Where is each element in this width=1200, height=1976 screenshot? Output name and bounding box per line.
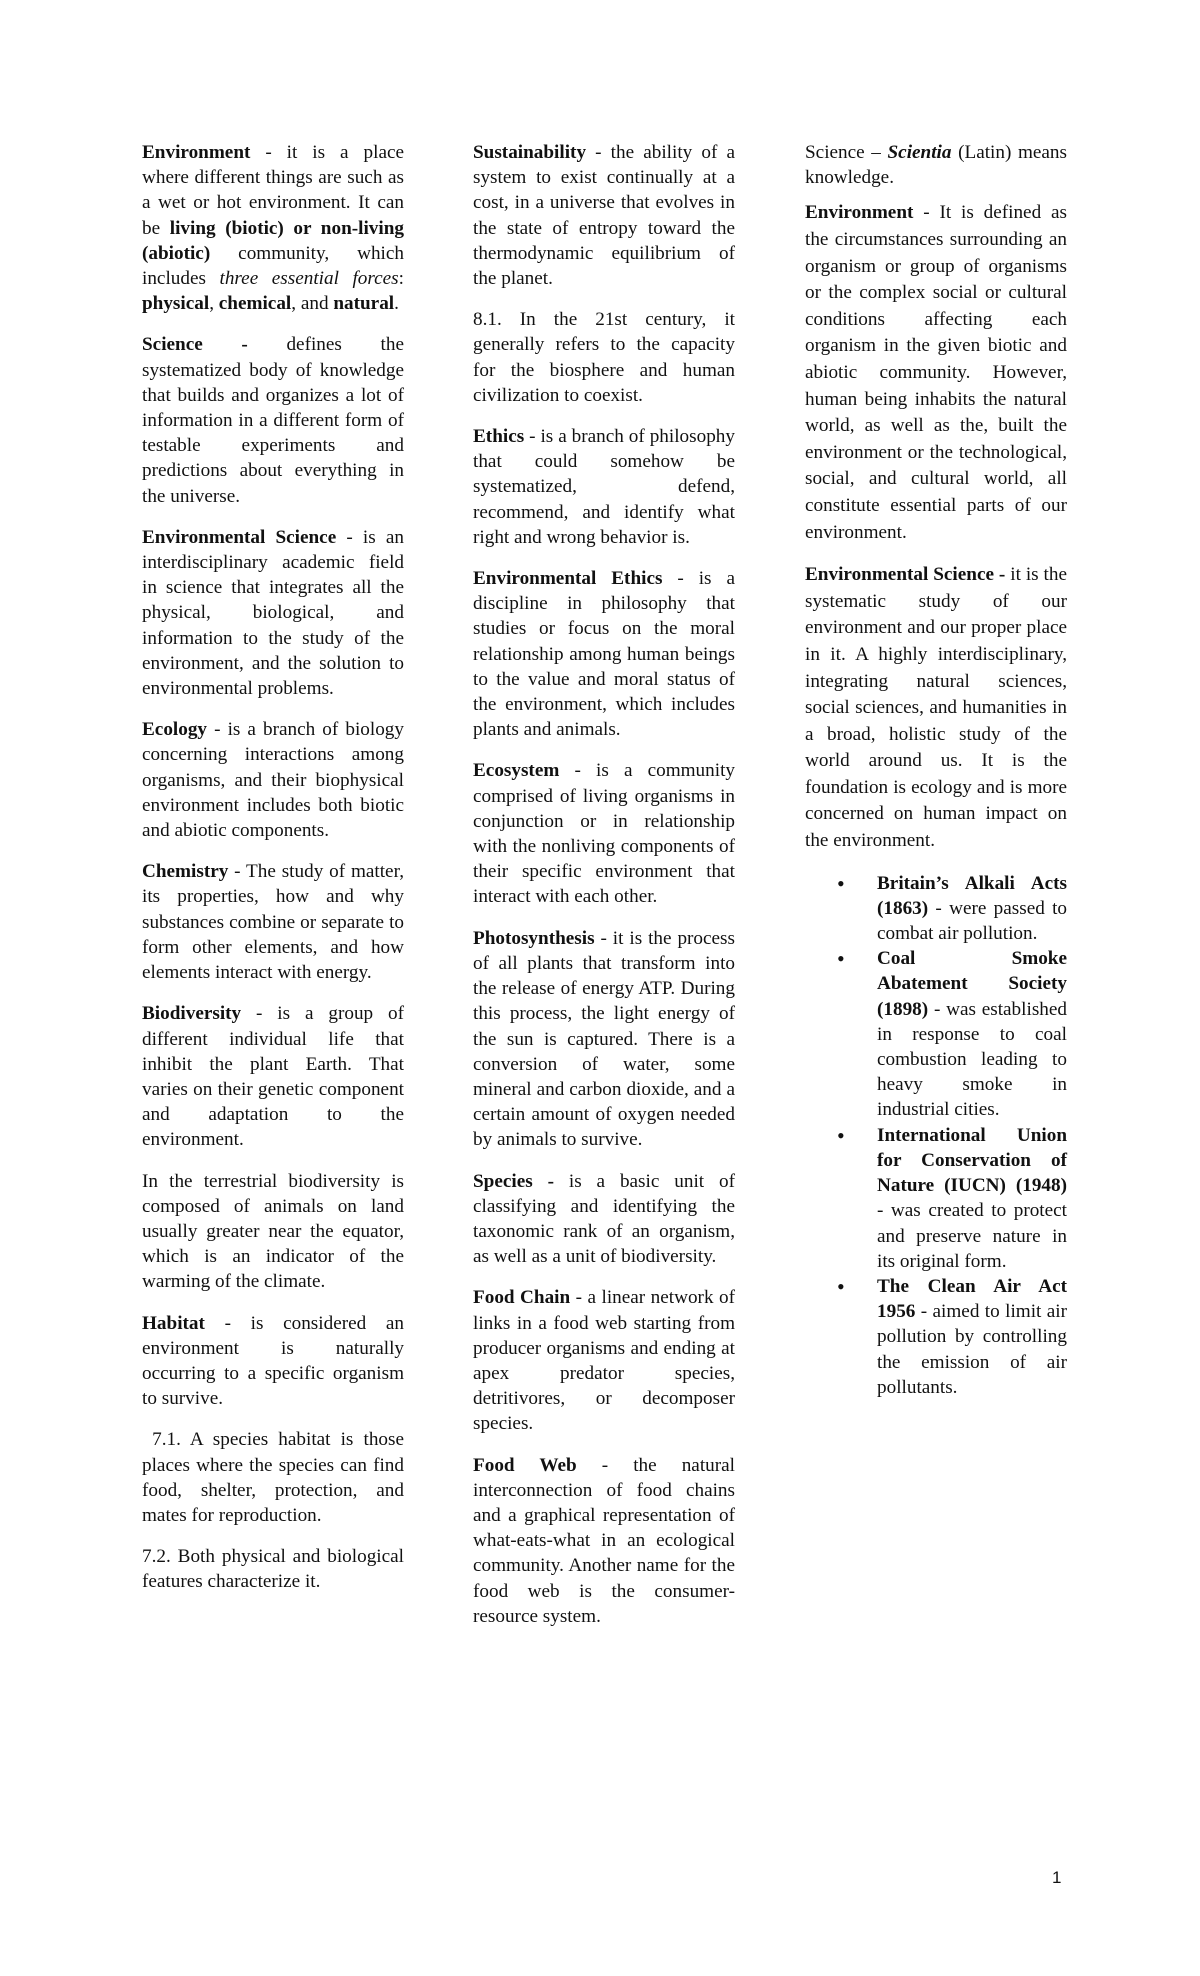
emphasis-bold-italic: Scientia: [887, 142, 952, 163]
definition-text: - is a community comprised of living organisms in conjunction or in relationship with the nonliving components of their specific environment that interact with each other.: [473, 760, 735, 908]
definition-text: - is a group of different individual life that inhibit the plant Earth. That varies on their genetic component and adaptation to the environment.: [142, 1003, 404, 1151]
term: Environmental Science: [142, 526, 337, 548]
term: Ethics: [473, 426, 525, 448]
term: Environment: [142, 142, 251, 163]
emphasis-bold: physical: [142, 293, 210, 315]
definition-biodiversity: [142, 1001, 404, 1152]
definition-environmental-ethics: [473, 566, 735, 742]
definition-ecology: [142, 717, 404, 843]
term: Sustainability: [473, 142, 587, 163]
definition-text: - was created to protect and preserve nature in its original form.: [877, 1200, 1067, 1272]
definition-text: ,: [209, 293, 219, 315]
term: Species -: [473, 1170, 554, 1192]
term: Britain’s Alkali Acts (1863): [877, 872, 1067, 919]
definition-photosynthesis: [473, 926, 735, 1153]
definition-text: - it is the process of all plants that transform into the release of energy ATP. During this process, the light energy of the sun is captured. There is a conversion of water, some mineral and carbon dioxide, and a certain amount of oxygen needed by animals to survive.: [473, 927, 735, 1151]
term: Environmental Ethics: [473, 568, 663, 590]
paragraph-habitat-7-2: 7.2. Both physical and biological features characterize it.: [142, 1546, 404, 1593]
definition-ethics: [473, 424, 735, 550]
term: The Clean Air Act 1956: [877, 1275, 1067, 1323]
paragraph-science-latin: [805, 140, 1067, 190]
list-item: [877, 1274, 1067, 1400]
term: Habitat: [142, 1312, 205, 1334]
definition-text: - It is defined as the circumstances surrounding an organism or group of organisms or the complex social or cultural conditions affecting each organism in the given biotic and abiotic community. However, human being inhabits the natural world, as well as the, built the environment or the technological, social, and cultural world, all constitute essential parts of our environment.: [805, 202, 1067, 543]
definition-text: (Latin) means knowledge.: [805, 142, 1067, 189]
term: Food Chain: [473, 1287, 571, 1309]
paragraph-habitat-7-1: 7.1. A species habitat is those places where the species can find food, shelter, protection, and mates for reproduction.: [142, 1429, 409, 1526]
term: Environment: [805, 202, 914, 224]
list-item: [877, 1123, 1067, 1274]
emphasis-bold: natural: [333, 293, 395, 315]
definition-text: - the ability of a system to exist continually at a cost, in a universe that evolves in the state of entropy toward the thermodynamic equilibrium of the planet.: [473, 142, 735, 290]
definition-chemistry: [142, 859, 404, 985]
definition-sustainability: [473, 140, 735, 291]
term: Biodiversity: [142, 1003, 242, 1025]
term: Coal Smoke Abatement Society (1898): [877, 948, 1067, 1020]
emphasis-bold: chemical: [218, 293, 292, 315]
term: Science -: [142, 334, 248, 356]
emphasis-bold: living (biotic) or non-living (abiotic): [142, 217, 404, 264]
definition-environmental-science: [805, 562, 1067, 855]
paragraph-sustainability-8-1: 8.1. In the 21st century, it generally refers to the capacity for the biosphere and human civilization to coexist.: [473, 309, 735, 406]
term: Chemistry: [142, 861, 229, 883]
definition-environmental-science: [142, 525, 404, 701]
page-number: 1: [1052, 1868, 1062, 1887]
definition-species: [473, 1169, 735, 1270]
definition-text: , and: [291, 293, 334, 315]
column-1: [142, 140, 409, 1611]
definition-environment: [805, 200, 1067, 546]
definition-text: - was established in response to coal combustion leading to heavy smoke in industrial cities.: [877, 998, 1067, 1121]
definition-text: :: [398, 268, 404, 290]
definition-habitat: [142, 1311, 404, 1412]
definition-food-chain: [473, 1285, 735, 1436]
definition-text: Science –: [805, 142, 888, 163]
list-item: [877, 871, 1067, 947]
definition-text: - is a discipline in philosophy that studies or focus on the moral relationship among human beings to the value and moral status of the environment, which includes plants and animals.: [473, 568, 735, 741]
definition-text: defines the systematized body of knowledge that builds and organizes a lot of information in a different form of testable experiments and predictions about everything in the universe.: [142, 334, 404, 507]
definition-text: it is the systematic study of our environment and our proper place in it. A highly interdisciplinary, integrating natural sciences, social sciences, and humanities in a broad, holistic study of the world around us. It is the foundation is ecology and is more concerned on human impact on the environment.: [805, 564, 1067, 852]
definition-text: - were passed to combat air pollution.: [877, 897, 1067, 945]
definition-text: community, which includes: [142, 242, 404, 290]
definition-science: [142, 332, 404, 508]
term: Environmental Science -: [805, 564, 1006, 586]
definition-text: - is a branch of biology concerning interactions among organisms, and their biophysical environment includes both biotic and abiotic components.: [142, 719, 404, 842]
definition-text: is a basic unit of classifying and identifying the taxonomic rank of an organism, as well as a unit of biodiversity.: [473, 1170, 735, 1268]
definition-text: .: [394, 293, 399, 315]
definition-text: - a linear network of links in a food web starting from producer organisms and ending at apex predator species, detritivores, or decomposer species.: [473, 1287, 735, 1435]
term: International Union for Conservation of Nature (IUCN) (1948): [877, 1124, 1067, 1197]
definition-text: - aimed to limit air pollution by controlling the emission of air pollutants.: [877, 1301, 1067, 1398]
term: Food Web: [473, 1454, 577, 1476]
definition-text: - it is a place where different things are such as a wet or hot environment. It can be: [142, 142, 404, 239]
definition-text: - the natural interconnection of food chains and a graphical representation of what-eats-what in an ecological community. Another name for the food web is the consumer-resource system.: [473, 1454, 735, 1627]
definition-ecosystem: [473, 758, 735, 909]
term: Ecology: [142, 719, 208, 741]
definition-food-web: [473, 1453, 735, 1629]
column-3: [805, 140, 1067, 1400]
column-2: [473, 140, 735, 1645]
definition-environment: [142, 140, 404, 316]
paragraph-terrestrial-biodiversity: In the terrestrial biodiversity is composed of animals on land usually greater near the equator, which is an indicator of the warming of the climate.: [142, 1170, 404, 1293]
term: Photosynthesis: [473, 927, 595, 949]
emphasis-italic: three essential forces: [219, 268, 399, 290]
term: Ecosystem: [473, 760, 560, 782]
list-item: [877, 946, 1067, 1122]
definition-text: - is considered an environment is naturally occurring to a specific organism to survive.: [142, 1312, 404, 1410]
history-list: [805, 871, 1067, 1400]
definition-text: - is a branch of philosophy that could somehow be systematized, defend, recommend, and identify what right and wrong behavior is.: [473, 426, 735, 548]
definition-text: - is an interdisciplinary academic field in science that integrates all the physical, biological, and information to the study of the environment, and the solution to environmental problems.: [142, 526, 404, 700]
definition-text: - The study of matter, its properties, how and why substances combine or separate to form other elements, and how elements interact with energy.: [142, 861, 404, 984]
